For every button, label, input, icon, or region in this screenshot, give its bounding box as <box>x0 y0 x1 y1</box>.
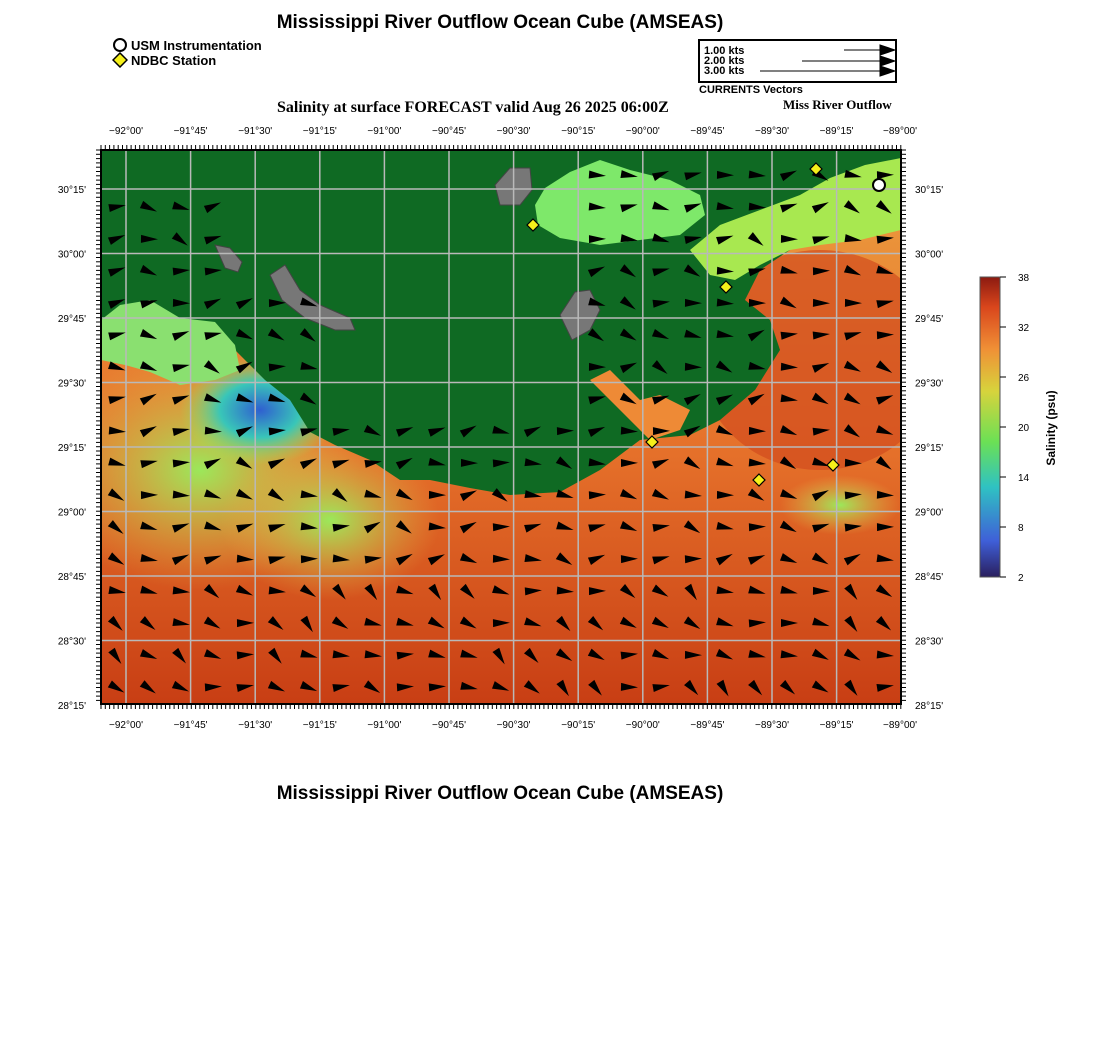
lon-tick-label: −90°30' <box>496 720 531 731</box>
lat-tick-label: 29°30' <box>915 378 944 390</box>
colorbar-tick-label: 14 <box>1018 473 1030 484</box>
lat-tick-label: 29°45' <box>57 314 86 325</box>
lat-tick-label: 30°00' <box>915 249 944 261</box>
lon-tick-label: −89°45' <box>690 126 725 137</box>
lat-tick-label: 29°30' <box>57 378 86 390</box>
lat-tick-label: 28°45' <box>915 572 944 583</box>
lat-tick-label: 29°00' <box>57 507 86 519</box>
lat-tick-label: 28°15' <box>57 701 86 712</box>
lat-tick-label: 28°45' <box>57 572 86 583</box>
lat-tick-label: 28°15' <box>915 701 944 712</box>
lon-tick-label: −92°00' <box>109 720 143 731</box>
lon-tick-label: −91°00' <box>367 126 402 137</box>
legend-ndbc-label: NDBC Station <box>131 52 217 68</box>
lon-tick-label: −90°00' <box>625 720 660 731</box>
lat-tick-label: 28°30' <box>915 636 944 648</box>
legend-usm-label: USM Instrumentation <box>131 37 262 53</box>
lon-tick-label: −89°15' <box>819 126 854 137</box>
lat-tick-label: 29°00' <box>915 507 944 519</box>
colorbar-tick-label: 20 <box>1018 423 1030 434</box>
colorbar-tick-label: 32 <box>1018 323 1030 334</box>
lon-tick-label: −92°00' <box>109 126 143 137</box>
lon-tick-label: −91°30' <box>238 126 273 137</box>
lon-tick-label: −91°15' <box>302 126 337 137</box>
lon-tick-label: −91°30' <box>238 720 273 731</box>
colorbar-tick-label: 2 <box>1018 573 1024 584</box>
lon-tick-label: −89°30' <box>755 126 789 137</box>
lat-tick-label: 30°15' <box>57 185 86 196</box>
vector-key-3kt: 3.00 kts <box>704 65 745 77</box>
lat-tick-label: 28°30' <box>57 636 86 648</box>
lon-tick-label: −89°30' <box>755 720 789 731</box>
colorbar-ticks <box>1000 273 1030 584</box>
map-title: Salinity at surface FORECAST valid Aug 26 2025 06:00Z <box>277 99 669 116</box>
lon-tick-label: −91°45' <box>173 126 208 137</box>
colorbar-tick-label: 26 <box>1018 373 1030 384</box>
lon-tick-label: −90°00' <box>625 126 660 137</box>
region-label: Miss River Outflow <box>783 97 892 112</box>
lon-tick-label: −90°15' <box>561 720 596 731</box>
colorbar-label: Salinity (psu) <box>1044 390 1058 466</box>
colorbar-tick-label: 8 <box>1018 523 1024 534</box>
lon-tick-label: −91°45' <box>173 720 208 731</box>
lon-tick-label: −89°00' <box>883 720 917 731</box>
lon-tick-label: −90°45' <box>432 126 466 137</box>
lat-tick-label: 29°45' <box>915 314 944 325</box>
vector-key-caption: CURRENTS Vectors <box>699 84 803 96</box>
lon-tick-label: −89°00' <box>883 126 917 137</box>
colorbar-tick-label: 38 <box>1018 273 1030 284</box>
lat-tick-label: 29°15' <box>57 443 86 454</box>
figure-title: Mississippi River Outflow Ocean Cube (AMSEAS) <box>276 12 724 33</box>
lat-tick-label: 30°15' <box>915 185 944 196</box>
vector-key-2kt: 2.00 kts <box>704 55 745 67</box>
lon-tick-label: −90°15' <box>561 126 596 137</box>
lat-tick-label: 29°15' <box>915 443 944 454</box>
lon-labels-bottom <box>109 720 917 731</box>
colorbar-ramp <box>980 277 1000 577</box>
lon-tick-label: −89°15' <box>819 720 854 731</box>
lat-labels-left <box>58 185 86 712</box>
lat-tick-label: 30°00' <box>57 249 86 261</box>
lon-tick-label: −91°00' <box>367 720 402 731</box>
lon-tick-label: −90°45' <box>432 720 466 731</box>
bottom-figure-title: Mississippi River Outflow Ocean Cube (AMSEAS) <box>276 783 724 804</box>
usm-station-marker <box>873 179 885 191</box>
vector-key-1kt: 1.00 kts <box>704 45 745 57</box>
lon-labels-top <box>109 126 917 137</box>
lon-tick-label: −89°45' <box>690 720 725 731</box>
lon-tick-label: −91°15' <box>302 720 337 731</box>
colorbar <box>980 273 1058 584</box>
lat-labels-right <box>915 185 943 712</box>
lon-tick-label: −90°30' <box>496 126 531 137</box>
